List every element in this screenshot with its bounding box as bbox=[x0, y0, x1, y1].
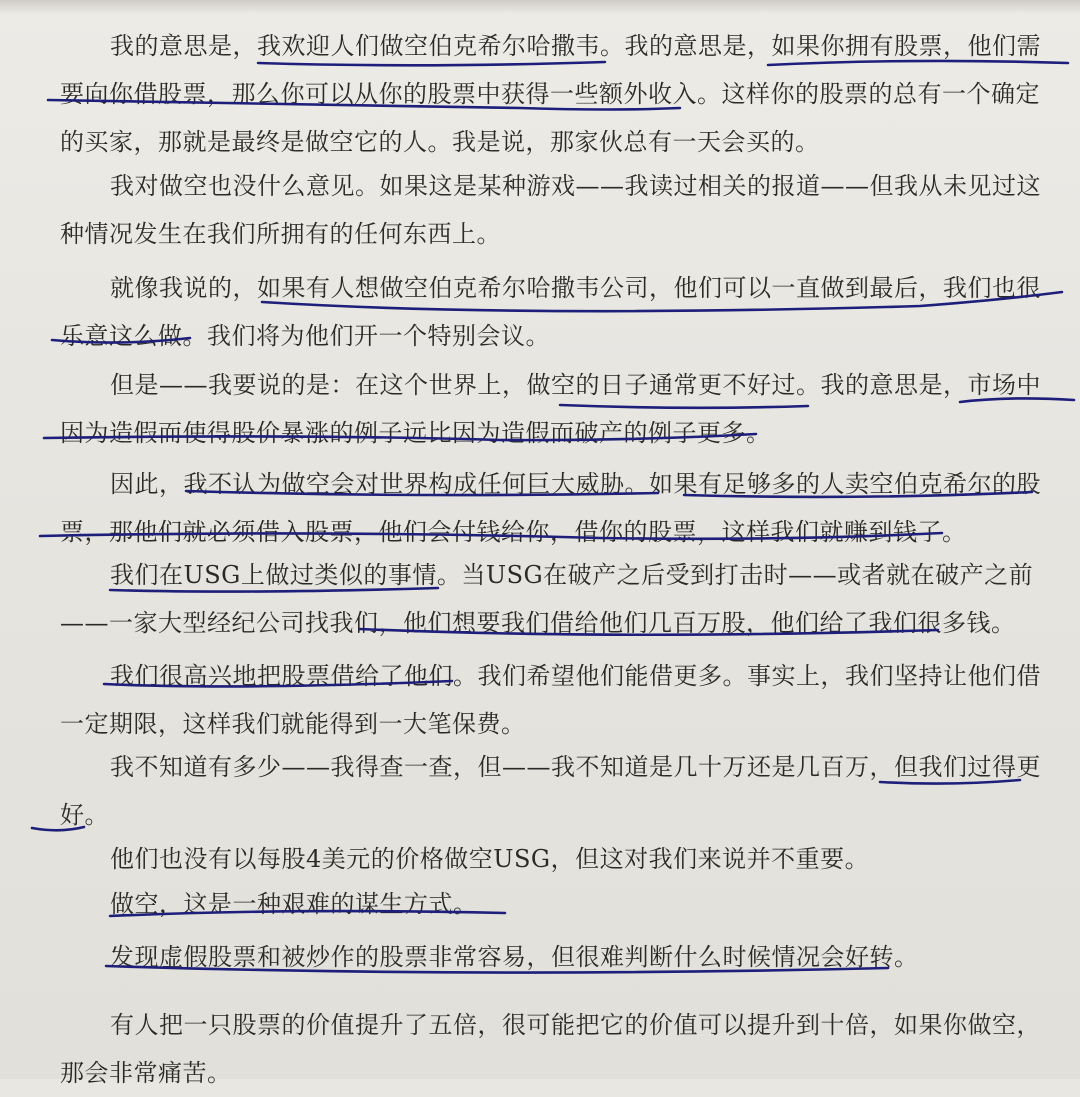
paragraph-3: 就像我说的，如果有人想做空伯克希尔哈撒韦公司，他们可以一直做到最后，我们也很乐意这么做。我们将为他们开一个特别会议。 bbox=[60, 274, 1041, 350]
paragraph-2: 我对做空也没什么意见。如果这是某种游戏——我读过相关的报道——但我从未见过这种情况发生在我们所拥有的任何东西上。 bbox=[60, 172, 1041, 248]
paragraph-8: 我不知道有多少——我得查一查，但——我不知道是几十万还是几百万，但我们过得更好。 bbox=[60, 753, 1041, 829]
paragraph-9: 他们也没有以每股4美元的价格做空USG，但这对我们来说并不重要。 bbox=[110, 845, 870, 873]
paragraph-6: 我们在USG上做过类似的事情。当USG在破产之后受到打击时——或者就在破产之前——一家大型经纪公司找我们，他们想要我们借给他们几百万股，他们给了我们很多钱。 bbox=[60, 561, 1034, 637]
page-top-shadow bbox=[0, 0, 1080, 14]
paragraph-1: 我的意思是，我欢迎人们做空伯克希尔哈撒韦。我的意思是，如果你拥有股票，他们需要向你借股票，那么你可以从你的股票中获得一些额外收入。这样你的股票的总有一个确定的买家，那就是最终是做空它的人。我是说，那家伙总有一天会买的。 bbox=[60, 32, 1041, 156]
paragraph-12: 有人把一只股票的价值提升了五倍，很可能把它的价值可以提升到十倍，如果你做空，那会非常痛苦。 bbox=[60, 1011, 1041, 1087]
paragraph-10: 做空，这是一种艰难的谋生方式。 bbox=[110, 890, 478, 918]
paragraph-5: 因此，我不认为做空会对世界构成任何巨大威胁。如果有足够多的人卖空伯克希尔的股票，那他们就必须借入股票，他们会付钱给你，借你的股票，这样我们就赚到钱了。 bbox=[60, 470, 1041, 546]
paragraph-11: 发现虚假股票和被炒作的股票非常容易，但很难判断什么时候情况会好转。 bbox=[110, 943, 919, 971]
paragraph-4: 但是——我要说的是：在这个世界上，做空的日子通常更不好过。我的意思是，市场中因为造假而使得股价暴涨的例子远比因为造假而破产的例子更多。 bbox=[60, 371, 1041, 447]
paragraph-7: 我们很高兴地把股票借给了他们。我们希望他们能借更多。事实上，我们坚持让他们借一定期限，这样我们就能得到一大笔保费。 bbox=[60, 662, 1041, 738]
